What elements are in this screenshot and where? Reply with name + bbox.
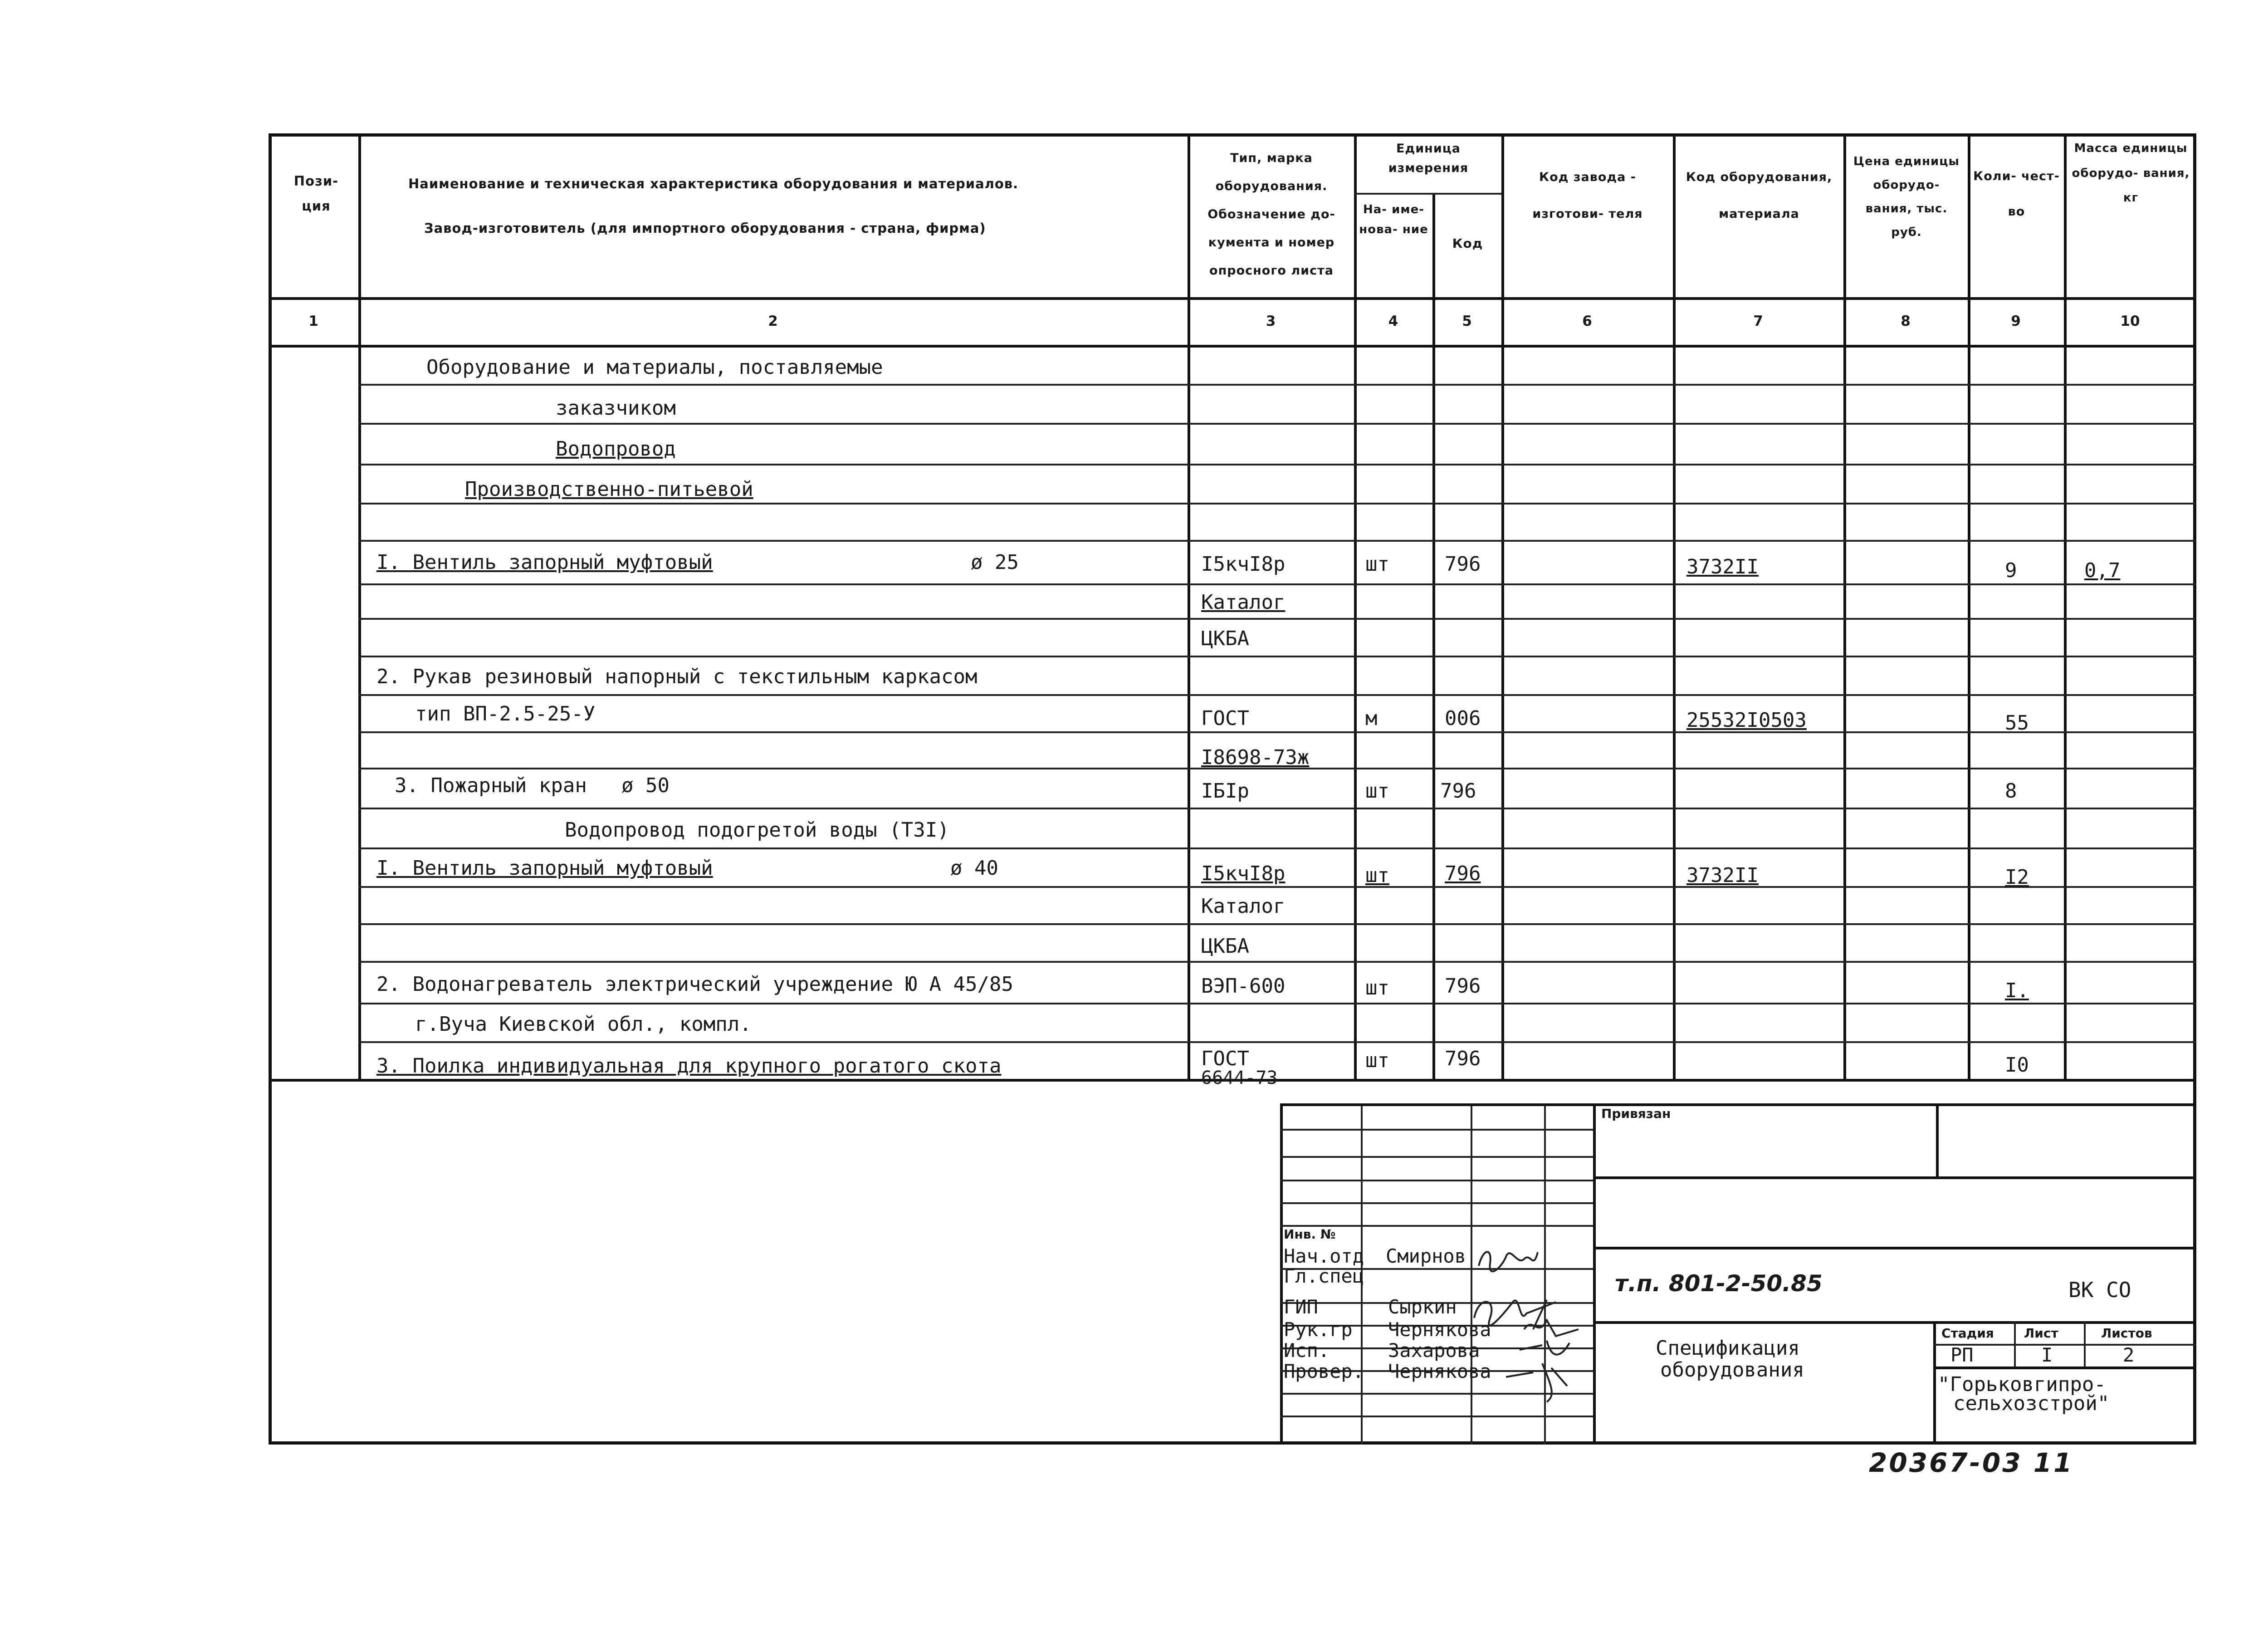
header-unit-code: Код [1452,236,1483,251]
colnum-3: 3 [1266,313,1276,329]
role-head-dept: Нач.отд [1284,1245,1364,1267]
stage-value: РП [1950,1344,1974,1366]
row-unit-code: 796 [1440,779,1476,803]
row-quantity: 55 [2005,711,2029,735]
row-diameter: ø 25 [971,551,1019,574]
approved-label: Привязан [1601,1106,1671,1121]
person-gip: Сыркин [1388,1296,1457,1318]
archive-number: 20367-03 11 [1869,1447,2074,1478]
role-group-lead: Рук.гр [1284,1318,1353,1341]
sheet-label: Лист [2024,1326,2058,1341]
row-name: I. Вентиль запорный муфтовый [376,551,713,574]
doc-title-line1: Спецификация [1656,1337,1800,1360]
header-equipment-code: Код оборудования, материала [1686,170,1833,221]
header-quantity: Коли- чест- во [1973,169,2060,219]
header-name-line2: Завод-изготовитель (для импортного оборудования - страна, фирма) [424,220,986,236]
row-unit-code: 006 [1445,707,1481,730]
row-unit-code: 796 [1445,1047,1481,1070]
row-type: ЦКБА [1201,935,1249,958]
row-type-standard: 6644-73 [1201,1068,1278,1088]
colnum-2: 2 [768,313,778,329]
person-group-lead: Чернякова [1388,1318,1491,1341]
colnum-10: 10 [2120,313,2140,329]
row-name: заказчиком [556,397,676,420]
row-name: 2. Водонагреватель электрический учреждение Ю А 45/85 [376,973,1013,996]
sheet-value: I [2041,1344,2053,1366]
row-type: I5кчI8р [1201,553,1286,576]
sheets-label: Листов [2101,1326,2152,1341]
row-quantity: I. [2005,979,2029,1002]
colnum-7: 7 [1753,313,1763,329]
row-name: I. Вентиль запорный муфтовый [376,857,713,880]
header-unit-group: Единица измерения [1388,142,1469,176]
row-unit: шт [1365,1049,1389,1072]
row-name: Производственно-питьевой [465,478,753,501]
row-quantity: I2 [2005,866,2029,889]
colnum-5: 5 [1462,313,1472,329]
row-type: Каталог [1201,591,1286,614]
header-price: Цена единицы оборудо- вания, тыс. руб. [1853,155,1960,239]
header-name-line1: Наименование и техническая характеристика оборудования и материалов. [408,176,1019,191]
role-chief-spec: Гл.спец [1284,1265,1364,1287]
row-unit-code: 796 [1445,553,1481,576]
row-diameter: ø 40 [950,857,998,880]
row-unit-code: 796 [1445,975,1481,998]
role-gip: ГИП [1284,1296,1318,1318]
row-unit: шт [1365,553,1389,576]
row-unit: шт [1365,864,1389,887]
row-quantity: 9 [2005,559,2017,582]
header-mass: Масса единицы оборудо- вания, кг [2072,142,2190,205]
row-unit: м [1365,707,1378,730]
row-name: г.Вуча Киевской обл., компл. [415,1013,752,1036]
row-type: ВЭП-600 [1201,975,1286,998]
row-mass: 0,7 [2084,559,2121,582]
header-position: Пози- ция [293,173,339,214]
row-unit-code: 796 [1445,862,1481,885]
header-maker-code: Код завода - изготови- теля [1532,170,1643,221]
header-type: Тип, марка оборудования. Обозначение до- кумента и номер опросного листа [1207,151,1335,278]
role-executor: Исп. [1284,1339,1330,1362]
row-equipment-code: 3732II [1686,864,1759,887]
row-type: I8698-73ж [1201,746,1310,769]
colnum-1: 1 [308,313,318,329]
row-name: 2. Рукав резиновый напорный с текстильным каркасом [376,665,978,688]
colnum-9: 9 [2011,313,2021,329]
inventory-label: Инв. № [1284,1227,1336,1242]
row-unit: шт [1365,976,1389,999]
row-name: 3. Поилка индивидуальная для крупного рогатого скота [376,1054,1002,1078]
person-head-dept: Смирнов [1386,1245,1466,1267]
row-name: Оборудование и материалы, поставляемые [426,356,883,379]
header-unit-name: На- име- нова- ние [1359,203,1428,237]
signature-mark [1474,1243,1542,1279]
signature-mark [1501,1359,1574,1404]
row-type: ГОСТ [1201,707,1249,730]
colnum-6: 6 [1582,313,1592,329]
organization-line2: сельхозстрой" [1953,1392,2110,1415]
row-unit: шт [1365,779,1389,803]
row-quantity: 8 [2005,779,2017,803]
organization-line1: "Горьковгипро- [1938,1373,2106,1396]
stage-label: Стадия [1941,1326,1994,1341]
person-checker: Чернякова [1388,1360,1491,1382]
row-type: I5кчI8р [1201,862,1286,885]
section-code: ВК СО [2068,1278,2131,1302]
row-equipment-code: 25532I0503 [1686,709,1807,732]
row-name: Водопровод подогретой воды (ТЗI) [565,818,949,842]
row-diameter: ø 50 [621,774,670,797]
row-type: Каталог [1201,895,1286,918]
doc-title-line2: оборудования [1660,1358,1804,1381]
row-type: ГОСТ [1201,1047,1249,1070]
project-code: т.п. 801-2-50.85 [1615,1270,1823,1297]
person-executor: Захарова [1388,1339,1480,1362]
sheets-value: 2 [2123,1344,2135,1366]
row-name: 3. Пожарный кран [395,774,587,797]
row-quantity: I0 [2005,1053,2029,1077]
role-checker: Провер. [1284,1360,1364,1382]
colnum-4: 4 [1388,313,1398,329]
row-name: тип ВП-2.5-25-У [415,702,596,725]
row-name: Водопровод [556,437,676,460]
colnum-8: 8 [1901,313,1911,329]
row-type: IБIр [1201,779,1249,803]
row-type: ЦКБА [1201,627,1249,650]
row-equipment-code: 3732II [1686,555,1759,578]
